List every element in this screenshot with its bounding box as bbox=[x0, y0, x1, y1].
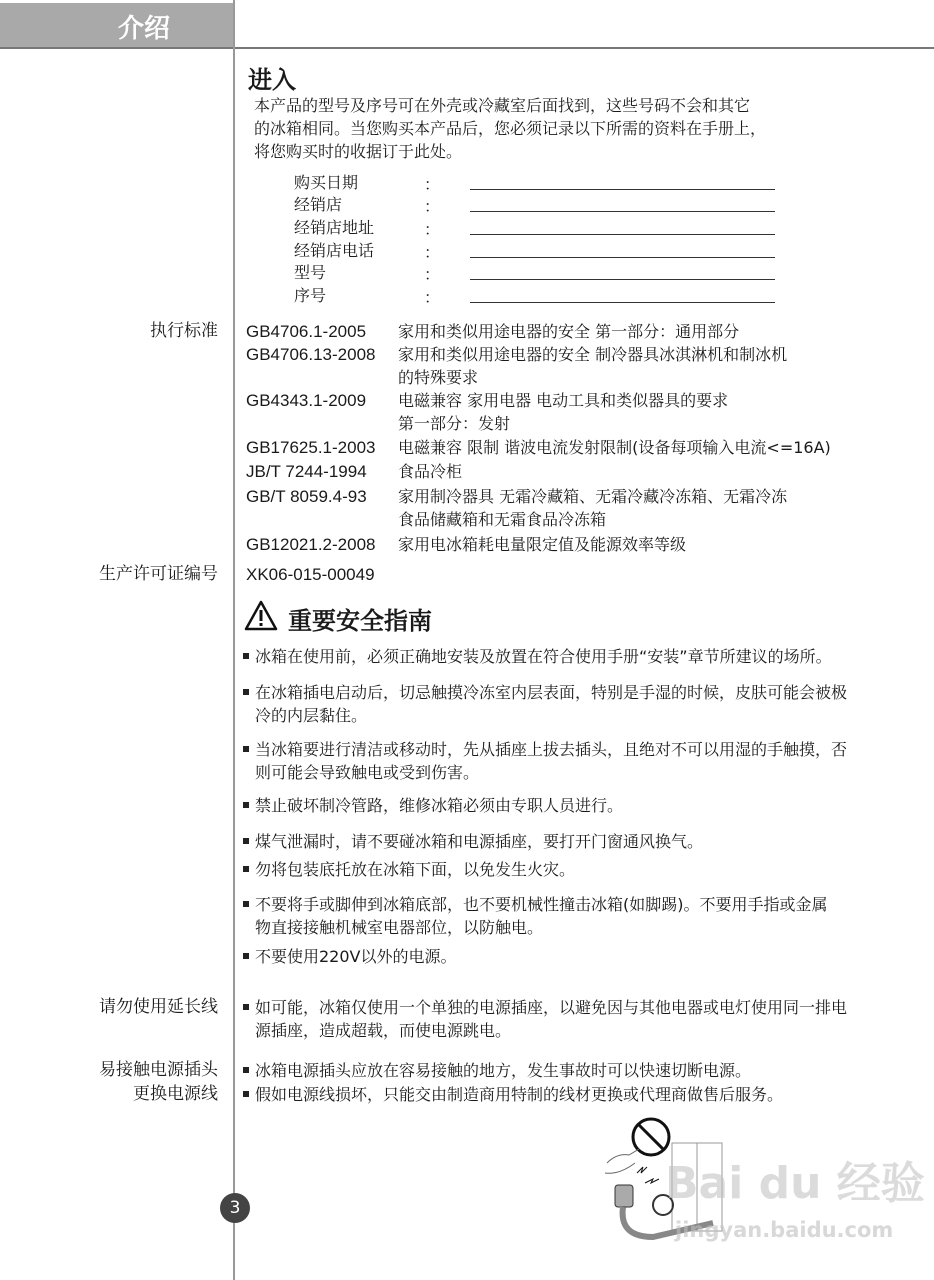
page-number: 3 bbox=[220, 1193, 250, 1223]
bullet-text: 禁止破坏制冷管路，维修冰箱必须由专职人员进行。 bbox=[255, 796, 624, 815]
plug-label: 易接触电源插头 bbox=[99, 1060, 218, 1080]
intro-line: 的冰箱相同。当您购买本产品后，您必须记录以下所需的资料在手册上， bbox=[254, 119, 767, 138]
safety-bullet bbox=[243, 738, 847, 784]
standard-code: GB12021.2-2008 bbox=[246, 535, 376, 554]
bullet-line bbox=[243, 996, 847, 1019]
field-label: 经销店地址 bbox=[294, 218, 375, 237]
standard-code: GB4343.1-2009 bbox=[246, 391, 367, 410]
warning-icon bbox=[244, 600, 278, 636]
bullet-text: 冰箱在使用前，必须正确地安装及放置在符合使用手册“安装”章节所建议的场所。 bbox=[255, 647, 832, 666]
safety-bullet bbox=[243, 830, 703, 853]
standard-description: 电磁兼容 家用电器 电动工具和类似器具的要求 bbox=[398, 391, 729, 410]
standards-label: 执行标准 bbox=[150, 321, 218, 341]
bullet-text: 则可能会导致触电或受到伤害。 bbox=[255, 763, 480, 782]
standard-description: 电磁兼容 限制 谐波电流发射限制(设备每项输入电流<=16A) bbox=[398, 438, 831, 457]
bullet-icon bbox=[243, 1004, 249, 1010]
field-blank-line bbox=[470, 211, 775, 212]
bullet-text: 煤气泄漏时，请不要碰冰箱和电源插座，要打开门窗通风换气。 bbox=[255, 832, 704, 851]
standard-code: GB17625.1-2003 bbox=[246, 438, 376, 457]
field-blank-line bbox=[470, 234, 775, 235]
bullet-text: 冷的内层黏住。 bbox=[255, 706, 368, 725]
watermark-logo: Bai du 经验 bbox=[665, 1158, 925, 1209]
bullet-text: 当冰箱要进行清洁或移动时，先从插座上拔去插头，且绝对不可以用湿的手触摸，否 bbox=[255, 740, 848, 759]
column-divider bbox=[233, 0, 235, 1280]
bullet-text: 在冰箱插电启动后，切忌触摸冷冻室内层表面，特别是手湿的时候，皮肤可能会被极 bbox=[255, 683, 848, 702]
section-header-bar bbox=[0, 3, 233, 47]
safety-bullet bbox=[243, 645, 832, 668]
standard-code: GB4706.13-2008 bbox=[246, 345, 376, 364]
bullet-text: 不要将手或脚伸到冰箱底部，也不要机械性撞击冰箱(如脚踢)。不要用手指或金属 bbox=[255, 895, 828, 914]
field-colon: ： bbox=[424, 265, 441, 284]
bullet-icon bbox=[243, 1067, 249, 1073]
extension-text bbox=[243, 996, 847, 1042]
field-colon: ： bbox=[424, 175, 441, 194]
safety-bullet bbox=[243, 945, 457, 968]
safety-bullet bbox=[243, 893, 828, 939]
bullet-icon bbox=[243, 838, 249, 844]
standard-description: 家用和类似用途电器的安全 第一部分：通用部分 bbox=[398, 322, 740, 341]
standard-description: 家用制冷器具 无霜冷藏箱、无霜冷藏冷冻箱、无霜冷冻 bbox=[398, 487, 788, 506]
bullet-text: 勿将包装底托放在冰箱下面，以免发生火灾。 bbox=[255, 860, 576, 879]
bullet-text: 冰箱电源插头应放在容易接触的地方，发生事故时可以快速切断电源。 bbox=[255, 1061, 752, 1080]
intro-text bbox=[254, 94, 766, 163]
bullet-line bbox=[243, 858, 575, 881]
bullet-icon bbox=[243, 689, 249, 695]
bullet-line bbox=[243, 738, 847, 761]
bullet-text: 假如电源线损坏，只能交由制造商用特制的线材更换或代理商做售后服务。 bbox=[255, 1085, 784, 1104]
cord-label: 更换电源线 bbox=[133, 1084, 218, 1104]
license-label: 生产许可证编号 bbox=[99, 564, 218, 584]
bullet-icon bbox=[243, 901, 249, 907]
safety-heading: 重要安全指南 bbox=[288, 607, 432, 635]
bullet-line bbox=[243, 704, 847, 727]
standard-description: 家用电冰箱耗电量限定值及能源效率等级 bbox=[398, 535, 687, 554]
bullet-icon bbox=[243, 746, 249, 752]
standard-description: 的特殊要求 bbox=[398, 368, 479, 387]
field-blank-line bbox=[470, 189, 775, 190]
bullet-line bbox=[243, 1083, 783, 1107]
intro-line: 本产品的型号及序号可在外壳或冷藏室后面找到，这些号码不会和其它 bbox=[254, 96, 751, 115]
safety-bullet bbox=[243, 681, 847, 727]
field-blank-line bbox=[470, 257, 775, 258]
watermark-url: jingyan.baidu.com bbox=[675, 1218, 894, 1242]
bullet-text: 不要使用220V以外的电源。 bbox=[255, 947, 457, 966]
bullet-line bbox=[243, 830, 703, 853]
field-colon: ： bbox=[424, 288, 441, 307]
field-colon: ： bbox=[424, 197, 441, 216]
standard-description: 第一部分：发射 bbox=[398, 414, 511, 433]
bullet-line bbox=[243, 681, 847, 704]
bullet-icon bbox=[243, 802, 249, 808]
intro-line: 将您购买时的收据订于此处。 bbox=[254, 142, 463, 161]
standard-description: 食品冷柜 bbox=[398, 462, 463, 481]
bullet-text: 如可能，冰箱仅使用一个单独的电源插座，以避免因与其他电器或电灯使用同一排电 bbox=[255, 998, 848, 1017]
safety-bullet bbox=[243, 794, 623, 817]
field-label: 型号 bbox=[294, 263, 327, 282]
bullet-text: 源插座，造成超载，而使电源跳电。 bbox=[255, 1021, 512, 1040]
standard-code: GB/T 8059.4-93 bbox=[246, 487, 367, 506]
bullet-icon bbox=[243, 1091, 249, 1097]
section-title: 介绍 bbox=[118, 14, 171, 44]
header-divider bbox=[0, 47, 934, 49]
bullet-icon bbox=[243, 653, 249, 659]
plug-text bbox=[243, 1059, 783, 1107]
bullet-line bbox=[243, 645, 832, 668]
bullet-line bbox=[243, 761, 847, 784]
bullet-line bbox=[243, 1059, 783, 1083]
standard-code: JB/T 7244-1994 bbox=[246, 462, 367, 481]
bullet-line bbox=[243, 893, 828, 916]
bullet-icon bbox=[243, 866, 249, 872]
standard-description: 食品储藏箱和无霜食品冷冻箱 bbox=[398, 510, 607, 529]
field-label: 购买日期 bbox=[294, 173, 359, 192]
bullet-icon bbox=[243, 953, 249, 959]
bullet-line bbox=[243, 945, 457, 968]
field-blank-line bbox=[470, 279, 775, 280]
field-colon: ： bbox=[424, 220, 441, 239]
license-value: XK06-015-00049 bbox=[246, 565, 375, 584]
safety-bullet bbox=[243, 858, 575, 881]
bullet-text: 物直接接触机械室电器部位，以防触电。 bbox=[255, 918, 544, 937]
extension-label: 请勿使用延长线 bbox=[99, 997, 218, 1017]
standard-code: GB4706.1-2005 bbox=[246, 322, 367, 341]
field-label: 经销店电话 bbox=[294, 241, 375, 260]
intro-heading: 进入 bbox=[248, 66, 296, 94]
standard-description: 家用和类似用途电器的安全 制冷器具冰淇淋机和制冰机 bbox=[398, 345, 788, 364]
field-label: 经销店 bbox=[294, 195, 343, 214]
field-blank-line bbox=[470, 302, 775, 303]
field-colon: ： bbox=[424, 243, 441, 262]
bullet-line bbox=[243, 916, 828, 939]
field-label: 序号 bbox=[294, 286, 327, 305]
bullet-line bbox=[243, 794, 623, 817]
